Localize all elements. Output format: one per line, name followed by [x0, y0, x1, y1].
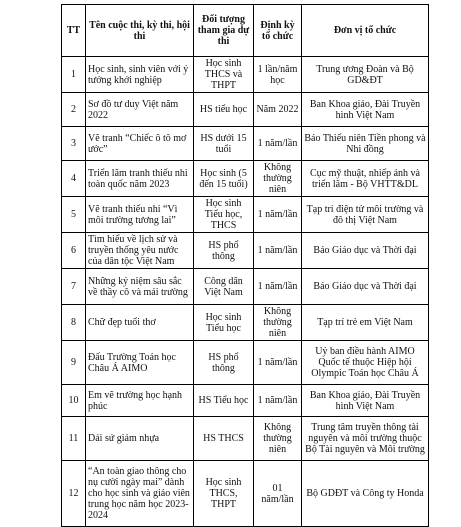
- cell-name: “An toàn giao thông cho nụ cười ngày mai” dành cho học sinh và giáo viên trung học năm học 2023-2024: [86, 461, 194, 527]
- cell-name: Học sinh, sinh viên với ý tưởng khởi nghiệp: [86, 57, 194, 93]
- table-row: [62, 417, 429, 461]
- cell-name: Vẽ tranh “Chiếc ô tô mơ ước”: [86, 127, 194, 161]
- header-row: [62, 5, 429, 57]
- table-row: [62, 461, 429, 527]
- cell-tt: 12: [62, 461, 86, 527]
- cell-tt: 2: [62, 93, 86, 127]
- cell-org: Báo Giáo dục và Thời đại: [302, 269, 429, 305]
- cell-name: Triển lãm tranh thiếu nhi toàn quốc năm 2023: [86, 161, 194, 197]
- cell-tt: 3: [62, 127, 86, 161]
- cell-audience: HS dưới 15 tuổi: [194, 127, 254, 161]
- cell-org: Ban Khoa giáo, Đài Truyền hình Việt Nam: [302, 385, 429, 417]
- table-row: [62, 305, 429, 341]
- cell-name: Chữ đẹp tuổi thơ: [86, 305, 194, 341]
- table-row: [62, 233, 429, 269]
- cell-period: Năm 2022: [254, 93, 302, 127]
- cell-audience: HS Tiểu học: [194, 385, 254, 417]
- competition-table: [61, 4, 429, 527]
- cell-period: 1 lần/năm học: [254, 57, 302, 93]
- cell-period: 1 năm/lần: [254, 341, 302, 385]
- table-row: [62, 269, 429, 305]
- cell-tt: 6: [62, 233, 86, 269]
- cell-audience: Học sinh THCS và THPT: [194, 57, 254, 93]
- cell-period: Không thường niên: [254, 417, 302, 461]
- cell-org: Tạp trí điện tử môi trường và đô thị Việt Nam: [302, 197, 429, 233]
- cell-period: Không thường niên: [254, 161, 302, 197]
- table-row: [62, 385, 429, 417]
- header-audience: Đối tượng tham gia dự thi: [194, 5, 254, 57]
- cell-audience: Học sinh THCS, THPT: [194, 461, 254, 527]
- cell-period: 1 năm/lần: [254, 385, 302, 417]
- cell-name: Em vẽ trường học hạnh phúc: [86, 385, 194, 417]
- table-row: [62, 93, 429, 127]
- cell-org: Báo Giáo dục và Thời đại: [302, 233, 429, 269]
- cell-tt: 10: [62, 385, 86, 417]
- cell-tt: 5: [62, 197, 86, 233]
- cell-audience: Công dân Việt Nam: [194, 269, 254, 305]
- header-tt: TT: [62, 5, 86, 57]
- cell-period: 1 năm/lần: [254, 127, 302, 161]
- cell-audience: Học sinh (5 đến 15 tuổi): [194, 161, 254, 197]
- cell-tt: 9: [62, 341, 86, 385]
- cell-tt: 11: [62, 417, 86, 461]
- cell-name: Sơ đồ tư duy Việt năm 2022: [86, 93, 194, 127]
- table-row: [62, 197, 429, 233]
- cell-org: Cục mỹ thuật, nhiếp ảnh và triển lãm - Bộ VHTT&DL: [302, 161, 429, 197]
- table-row: [62, 57, 429, 93]
- table-row: [62, 341, 429, 385]
- cell-audience: HS phổ thông: [194, 341, 254, 385]
- header-period: Định kỳ tổ chức: [254, 5, 302, 57]
- cell-tt: 7: [62, 269, 86, 305]
- header-org: Đơn vị tổ chức: [302, 5, 429, 57]
- cell-audience: HS phổ thông: [194, 233, 254, 269]
- cell-period: 1 năm/lần: [254, 233, 302, 269]
- table-row: [62, 161, 429, 197]
- cell-audience: HS THCS: [194, 417, 254, 461]
- cell-org: Tạp trí trẻ em Việt Nam: [302, 305, 429, 341]
- header-name: Tên cuộc thi, kỳ thi, hội thi: [86, 5, 194, 57]
- cell-audience: Học sinh Tiểu học, THCS: [194, 197, 254, 233]
- cell-org: Ban Khoa giáo, Đài Truyền hình Việt Nam: [302, 93, 429, 127]
- cell-org: Trung ương Đoàn và Bộ GD&ĐT: [302, 57, 429, 93]
- cell-period: Không thường niên: [254, 305, 302, 341]
- table-body: [62, 57, 429, 527]
- table-row: [62, 127, 429, 161]
- cell-name: Tìm hiểu về lịch sử và truyền thống yêu nước của dân tộc Việt Nam: [86, 233, 194, 269]
- cell-period: 01 năm/lần: [254, 461, 302, 527]
- cell-org: Trung tâm truyền thông tài nguyên và môi trường thuộc Bộ Tài nguyên và Môi trường: [302, 417, 429, 461]
- cell-org: Báo Thiếu niên Tiền phong và Nhi đồng: [302, 127, 429, 161]
- cell-tt: 1: [62, 57, 86, 93]
- cell-audience: Học sinh Tiểu học: [194, 305, 254, 341]
- cell-org: Uỷ ban điều hành AIMO Quốc tế thuộc Hiệp hội Olympic Toán học Châu Á: [302, 341, 429, 385]
- cell-audience: HS tiểu học: [194, 93, 254, 127]
- cell-period: 1 năm/lần: [254, 197, 302, 233]
- cell-period: 1 năm/lần: [254, 269, 302, 305]
- cell-name: Những kỷ niệm sâu sắc về thầy cô và mái trường: [86, 269, 194, 305]
- cell-tt: 8: [62, 305, 86, 341]
- cell-name: Đấu Trường Toán học Châu Á AIMO: [86, 341, 194, 385]
- cell-name: Vẽ tranh thiếu nhi “Vì môi trường tương lai”: [86, 197, 194, 233]
- cell-name: Dải sứ giảm nhựa: [86, 417, 194, 461]
- cell-tt: 4: [62, 161, 86, 197]
- cell-org: Bộ GDĐT và Công ty Honda: [302, 461, 429, 527]
